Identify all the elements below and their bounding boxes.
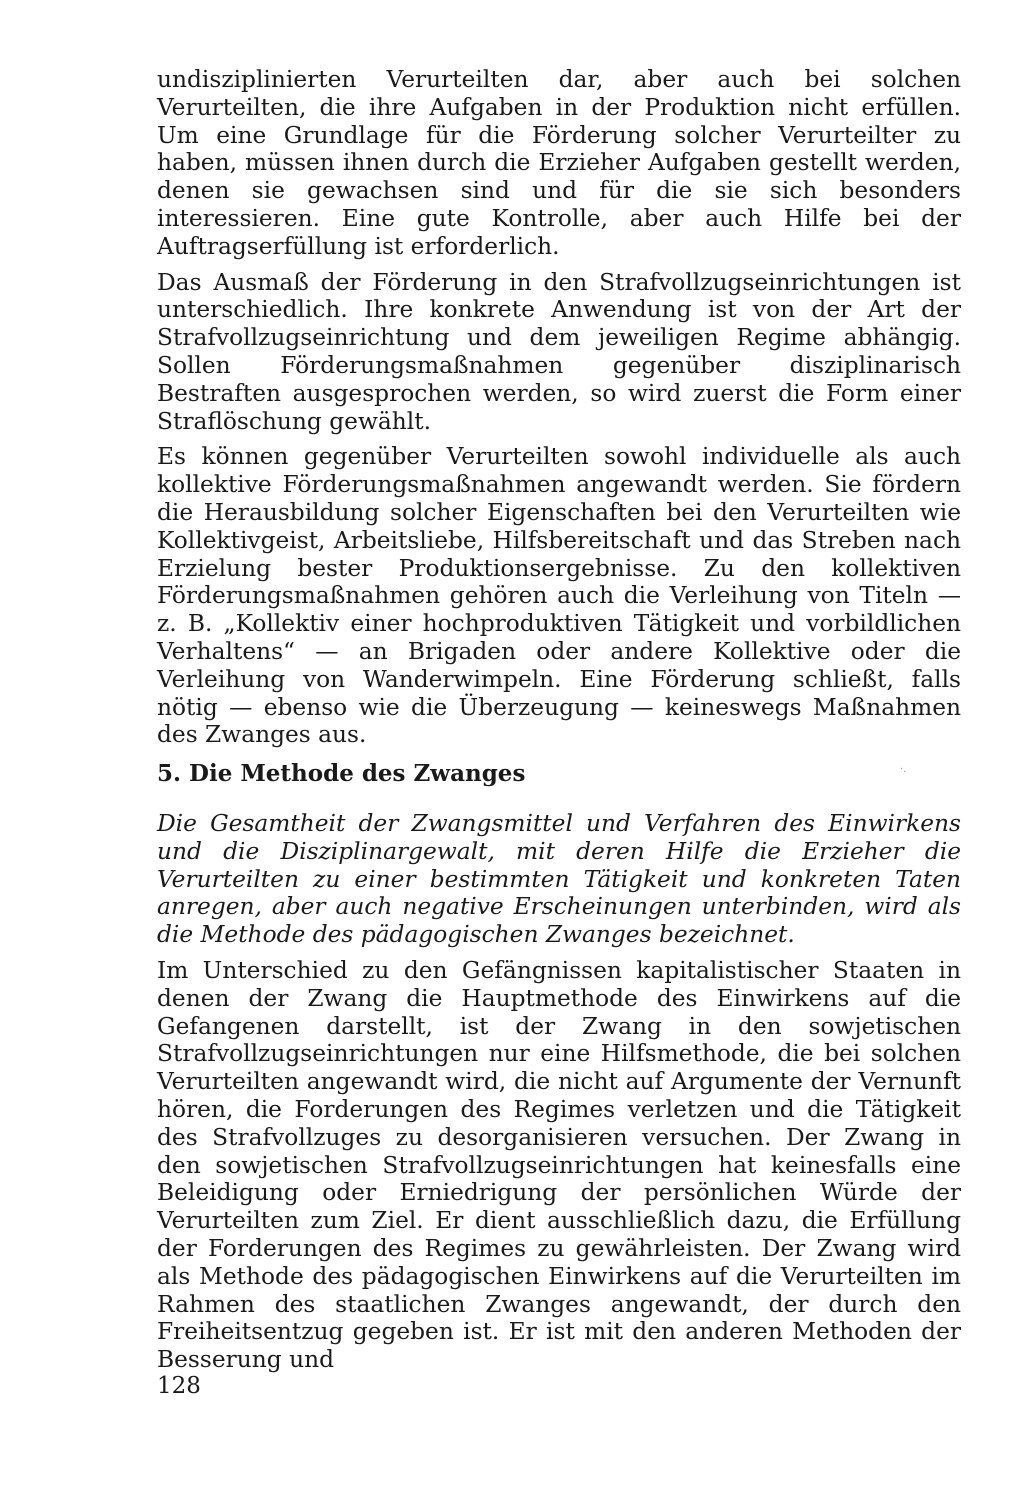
page-number: 128 [157, 1373, 201, 1399]
section-text-block [157, 810, 961, 1374]
paragraph-foerderung-1: undisziplinierten Verurteilten dar, aber auch bei solchen Verurteilten, die ihre Aufgaben in der Produktion nicht erfüllen. Um eine Grundlage für die Förderung solcher Verurteilter zu haben, müssen ihnen durch die Erzieher Aufgaben gestellt werden, denen sie gewachsen sind und für die sie sich besonders interessieren. Eine gute Kontrolle, aber auch Hilfe bei der Auftragserfüllung ist erforderlich. [157, 66, 961, 260]
definition-paragraph: Die Gesamtheit der Zwangsmittel und Verfahren des Einwirkens und die Disziplinargewalt, mit deren Hilfe die Erzieher die Verurteilten zu einer bestimmten Tätigkeit und konkreten Taten anregen, aber auch negative Erscheinungen unterbinden, wird als die Methode des pädagogischen Zwanges bezeichnet. [157, 810, 961, 949]
paragraph-foerderung-2: Das Ausmaß der Förderung in den Strafvollzugseinrichtungen ist unterschiedlich. Ihre konkrete Anwendung ist von der Art der Strafvollzugseinrichtung und dem jeweiligen Regime abhängig. Sollen Förderungsmaßnahmen gegenüber disziplinarisch Bestraften ausgesprochen werden, so wird zuerst die Form einer Straflöschung gewählt. [157, 268, 961, 435]
top-text-block [157, 66, 961, 749]
section-heading: 5. Die Methode des Zwanges [157, 760, 526, 787]
print-speck: ·. [900, 764, 907, 775]
body-paragraph: Im Unterschied zu den Gefängnissen kapitalistischer Staaten in denen der Zwang die Hauptmethode des Einwirkens auf die Gefangenen darstellt, ist der Zwang in den sowjetischen Strafvollzugseinrichtungen nur eine Hilfsmethode, die bei solchen Verurteilten angewandt wird, die nicht auf Argumente der Vernunft hören, die Forderungen des Regimes verletzen und die Tätigkeit des Strafvollzuges zu desorganisieren versuchen. Der Zwang in den sowjetischen Strafvollzugseinrichtungen hat keinesfalls eine Beleidigung oder Erniedrigung der persönlichen Würde der Verurteilten zum Ziel. Er dient ausschließlich dazu, die Erfüllung der Forderungen des Regimes zu gewährleisten. Der Zwang wird als Methode des pädagogischen Einwirkens auf die Verurteilten im Rahmen des staatlichen Zwanges angewandt, der durch den Freiheitsentzug gegeben ist. Er ist mit den anderen Methoden der Besserung und [157, 956, 961, 1374]
paragraph-foerderung-3: Es können gegenüber Verurteilten sowohl individuelle als auch kollektive Förderungsmaßnahmen angewandt werden. Sie fördern die Herausbildung solcher Eigenschaften bei den Verurteilten wie Kollektivgeist, Arbeitsliebe, Hilfsbereitschaft und das Streben nach Erzielung bester Produktionsergebnisse. Zu den kollektiven Förderungsmaßnahmen gehören auch die Verleihung von Titeln — z. B. „Kollektiv einer hochproduktiven Tätigkeit und vorbildlichen Verhaltens“ — an Brigaden oder andere Kollektive oder die Verleihung von Wanderwimpeln. Eine Förderung schließt, falls nötig — ebenso wie die Überzeugung — keineswegs Maßnahmen des Zwanges aus. [157, 443, 961, 749]
